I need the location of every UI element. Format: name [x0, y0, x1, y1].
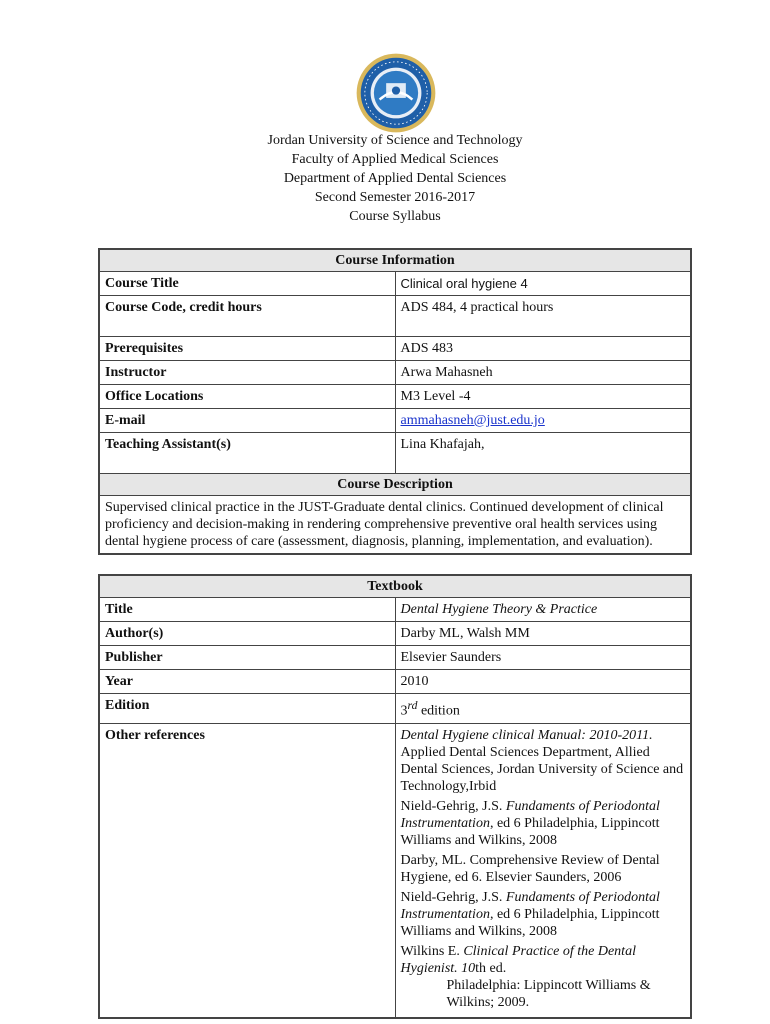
table-row	[99, 646, 691, 670]
table-row	[99, 433, 691, 474]
document-title: Course Syllabus	[349, 209, 441, 224]
textbook-heading: Textbook	[99, 575, 691, 598]
prerequisites-value: ADS 483	[395, 337, 691, 361]
publisher-value: Elsevier Saunders	[395, 646, 691, 670]
textbook-table	[98, 574, 692, 1019]
reference-item: Wilkins E. Clinical Practice of the Dental Hygienist. 10th ed.	[400, 943, 636, 976]
course-information-heading: Course Information	[99, 249, 691, 272]
reference-item: Nield-Gehrig, J.S. Fundaments of Periodontal Instrumentation, ed 6 Philadelphia, Lippincott Williams and Wilkins, 2008	[400, 798, 660, 848]
reference-item-continued: Philadelphia: Lippincott Williams & Wilkins; 2009.	[446, 977, 651, 1010]
document-header	[0, 131, 770, 226]
course-title-label: Course Title	[99, 272, 395, 296]
email-link[interactable]: ammahasneh@just.edu.jo	[400, 413, 545, 428]
semester: Second Semester 2016-2017	[314, 190, 476, 205]
year-value: 2010	[395, 670, 691, 694]
table-row	[99, 670, 691, 694]
book-title-label: Title	[99, 598, 395, 622]
prerequisites-label: Prerequisites	[99, 337, 395, 361]
reference-item: Darby, ML. Comprehensive Review of Dental Hygiene, ed 6. Elsevier Saunders, 2006	[400, 852, 660, 885]
university-seal-logo	[355, 52, 437, 134]
course-code-value: ADS 484, 4 practical hours	[395, 296, 691, 337]
table-row	[99, 272, 691, 296]
email-label: E-mail	[99, 409, 395, 433]
department-name: Department of Applied Dental Sciences	[283, 171, 507, 186]
email-value	[395, 409, 691, 433]
university-name: Jordan University of Science and Technology	[267, 133, 523, 148]
table-row	[99, 385, 691, 409]
book-title-value	[395, 598, 691, 622]
table-row	[99, 622, 691, 646]
other-references-label: Other references	[99, 723, 395, 1018]
edition-suffix: rd	[407, 699, 418, 712]
book-title-text: Dental Hygiene Theory & Practice	[400, 602, 598, 617]
faculty-name: Faculty of Applied Medical Sciences	[291, 152, 499, 167]
reference-item: Dental Hygiene clinical Manual: 2010-2011. Applied Dental Sciences Department, Allied Dental Sciences, Jordan University of Science and Technology,Irbid	[400, 727, 684, 794]
edition-number: 3	[400, 703, 408, 719]
office-label: Office Locations	[99, 385, 395, 409]
authors-value: Darby ML, Walsh MM	[395, 622, 691, 646]
table-row	[99, 361, 691, 385]
table-row	[99, 337, 691, 361]
instructor-label: Instructor	[99, 361, 395, 385]
reference-item: Nield-Gehrig, J.S. Fundaments of Periodontal Instrumentation, ed 6 Philadelphia, Lippincott Williams and Wilkins, 2008	[400, 889, 660, 939]
table-row	[99, 694, 691, 724]
course-description-heading: Course Description	[99, 474, 691, 496]
authors-label: Author(s)	[99, 622, 395, 646]
course-description-text: Supervised clinical practice in the JUST-Graduate dental clinics. Continued development of clinical proficiency and decision-making in rendering comprehensive preventive oral health services using dental hygiene process of care (assessment, diagnosis, planning, implementation, and evaluation).	[99, 496, 691, 555]
edition-word: edition	[417, 703, 460, 719]
teaching-assistant-value: Lina Khafajah,	[395, 433, 691, 474]
office-value: M3 Level -4	[395, 385, 691, 409]
year-label: Year	[99, 670, 395, 694]
table-row	[99, 296, 691, 337]
course-information-table	[98, 248, 692, 555]
instructor-value: Arwa Mahasneh	[395, 361, 691, 385]
other-references-list	[395, 723, 691, 1018]
teaching-assistant-label: Teaching Assistant(s)	[99, 433, 395, 474]
edition-value	[395, 694, 691, 724]
edition-label: Edition	[99, 694, 395, 724]
course-code-label: Course Code, credit hours	[99, 296, 395, 337]
publisher-label: Publisher	[99, 646, 395, 670]
table-row	[99, 409, 691, 433]
course-title-value: Clinical oral hygiene 4	[395, 272, 691, 296]
table-row	[99, 723, 691, 1018]
table-row	[99, 598, 691, 622]
